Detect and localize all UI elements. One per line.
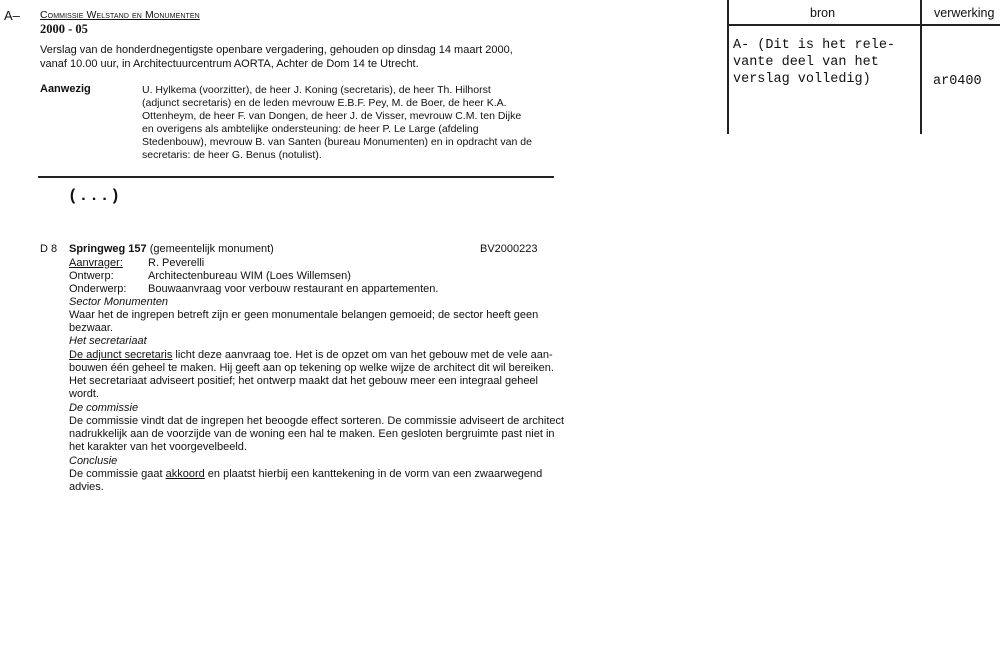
attendance-line: Ottenheym, de heer F. van Dongen, de heer J. de Visser, mevrouw C.M. ten Dijke — [142, 110, 522, 122]
intro-line: vanaf 10.00 uur, in Architectuurcentrum AORTA, Achter de Dom 14 te Utrecht. — [40, 58, 419, 70]
section-heading: Sector Monumenten — [69, 296, 169, 308]
underlined-phrase: akkoord — [165, 468, 205, 480]
body-line: bouwen één geheel te maken. Hij geeft aan op tekening op welke wijze de architect dit wil bereiken. — [69, 362, 554, 374]
column-header-bron: bron — [810, 6, 836, 20]
field-value: Architectenbureau WIM (Loes Willemsen) — [148, 270, 351, 282]
body-text: De commissie gaat — [69, 468, 166, 480]
item-code: D 8 — [40, 243, 58, 255]
item-title-address: Springweg 157 — [69, 243, 147, 255]
field-value: Bouwaanvraag voor verbouw restaurant en appartementen. — [148, 283, 439, 295]
body-line: advies. — [69, 481, 104, 493]
field-label: Onderwerp: — [69, 283, 127, 295]
section-heading: Conclusie — [69, 455, 118, 467]
omission-marker: (...) — [68, 187, 122, 205]
verwerking-value: ar0400 — [933, 74, 982, 89]
section-heading: Het secretariaat — [69, 335, 147, 347]
attendance-label: Aanwezig — [40, 83, 91, 95]
bron-note-line: A- (Dit is het rele- — [733, 38, 896, 53]
field-label: Ontwerp: — [69, 270, 114, 282]
item-reference: BV2000223 — [480, 243, 538, 255]
body-text: licht deze aanvraag toe. Het is de opzet om van het gebouw met de vele aan- — [172, 349, 553, 361]
body-line: het karakter van het voorgevelbeeld. — [69, 441, 247, 453]
body-text: en plaatst hierbij een kanttekening in de vorm van een zwaarwegend — [204, 468, 543, 480]
body-line: De commissie vindt dat de ingrepen het beoogde effect sorteren. De commissie adviseert de architect — [69, 415, 565, 427]
attendance-line: en overigens als ambtelijke ondersteuning: de heer P. Le Large (afdeling — [142, 123, 479, 135]
attendance-line: (adjunct secretaris) en de leden mevrouw E.B.F. Pey, M. de Boer, de heer K.A. — [142, 97, 507, 109]
field-value: R. Peverelli — [148, 257, 205, 269]
table-border-left — [727, 0, 729, 134]
document-letter-marker: A– — [4, 8, 20, 23]
section-divider — [38, 176, 554, 178]
attendance-line: U. Hylkema (voorzitter), de heer J. Koning (secretaris), de heer Th. Hilhorst — [142, 84, 491, 96]
table-border-middle — [920, 0, 922, 134]
body-line: nadrukkelijk aan de voorzijde van de woning een hal te maken. Een gesloten bergruimte past niet in — [69, 428, 555, 440]
item-title — [69, 243, 274, 255]
attendance-line: secretaris: de heer G. Benus (notulist). — [142, 149, 322, 161]
document-header-title: Commissie Welstand en Monumenten — [40, 9, 200, 21]
body-line: bezwaar. — [69, 322, 114, 334]
body-line: wordt. — [69, 388, 99, 400]
body-line: Het secretariaat adviseert positief; het ontwerp maakt dat het gebouw meer een integraal geheel — [69, 375, 538, 387]
underlined-phrase: De adjunct secretaris — [69, 349, 173, 361]
bron-note-line: vante deel van het — [733, 55, 879, 70]
body-line — [69, 349, 553, 361]
section-heading: De commissie — [69, 402, 139, 414]
bron-note-line: verslag volledig) — [733, 72, 871, 87]
body-line: Waar het de ingrepen betreft zijn er geen monumentale belangen gemoeid; de sector heeft geen — [69, 309, 539, 321]
item-title-note: (gemeentelijk monument) — [146, 243, 274, 255]
intro-line: Verslag van de honderdnegentigste openbare vergadering, gehouden op dinsdag 14 maart 2000, — [40, 44, 513, 56]
column-header-verwerking: verwerking — [934, 6, 995, 20]
document-number: 2000 - 05 — [40, 22, 88, 36]
field-label: Aanvrager: — [69, 257, 123, 269]
attendance-line: Stedenbouw), mevrouw B. van Santen (bureau Monumenten) en in opdracht van de — [142, 136, 532, 148]
body-line — [69, 468, 542, 480]
table-header-rule — [727, 24, 1000, 26]
